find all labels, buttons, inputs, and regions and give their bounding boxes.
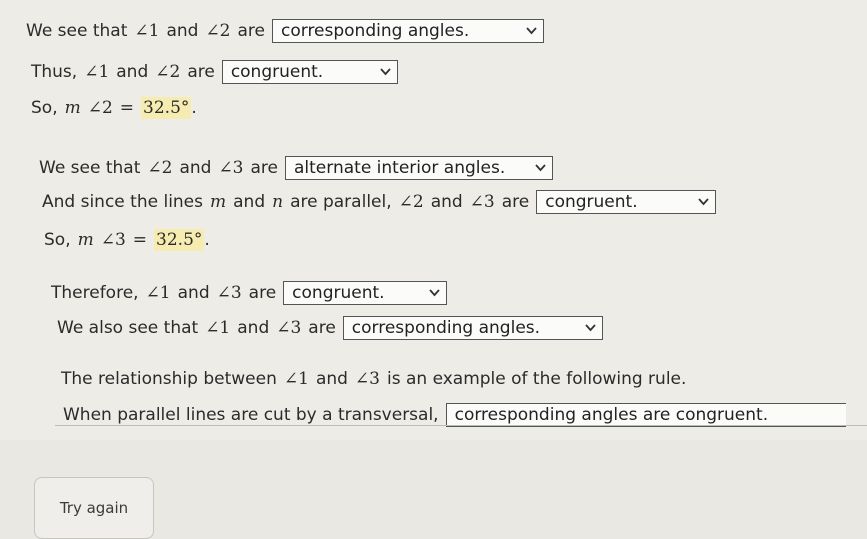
- angle-label: ∠1: [145, 283, 171, 303]
- statement-text: So,: [31, 98, 58, 118]
- are-text: are: [248, 283, 277, 303]
- angle-label: ∠3: [216, 283, 242, 303]
- reason-dropdown-2[interactable]: [222, 60, 398, 84]
- period: .: [204, 230, 210, 250]
- statement-text: When parallel lines are cut by a transversal,: [63, 405, 439, 425]
- statement-10: [63, 403, 846, 427]
- equation-1: [31, 97, 197, 119]
- angle-label: ∠2: [147, 158, 173, 178]
- and-text: and: [430, 192, 463, 212]
- statement-text: is an example of the following rule.: [386, 369, 687, 389]
- dropdown-value: congruent.: [292, 283, 385, 303]
- dropdown-value: alternate interior angles.: [294, 158, 506, 178]
- and-text: and: [233, 192, 266, 212]
- statement-text: Therefore,: [51, 283, 139, 303]
- angle-label: ∠1: [84, 62, 110, 82]
- chevron-down-icon: [535, 164, 546, 172]
- angle-label: ∠3: [218, 158, 244, 178]
- angle-label: ∠1: [283, 369, 309, 389]
- statement-8: [57, 316, 603, 340]
- statement-9: [61, 369, 686, 389]
- dropdown-value: corresponding angles are congruent.: [454, 405, 769, 425]
- chevron-down-icon: [526, 27, 537, 35]
- angle-label: ∠2: [155, 62, 181, 82]
- statement-5: [42, 190, 716, 214]
- reason-dropdown-5[interactable]: [536, 190, 716, 214]
- and-text: and: [177, 283, 210, 303]
- measure-symbol: m: [77, 230, 94, 250]
- equals-sign: =: [119, 98, 135, 118]
- and-text: and: [237, 318, 270, 338]
- and-text: and: [179, 158, 212, 178]
- are-text: are: [187, 62, 215, 82]
- reason-dropdown-7[interactable]: [283, 281, 447, 305]
- statement-text: So,: [44, 230, 71, 250]
- angle-label: ∠3: [469, 192, 495, 212]
- angle-label: ∠3: [100, 230, 126, 250]
- statement-text: And since the lines: [42, 192, 204, 212]
- chevron-down-icon: [698, 198, 709, 206]
- equals-sign: =: [132, 230, 148, 250]
- measure-symbol: m: [64, 98, 81, 118]
- and-text: and: [166, 21, 199, 41]
- chevron-down-icon: [380, 68, 391, 76]
- are-text: are: [237, 21, 265, 41]
- reason-dropdown-1[interactable]: [272, 19, 544, 43]
- chevron-down-icon: [585, 324, 596, 332]
- angle-label: ∠1: [134, 21, 160, 41]
- angle-label: ∠3: [276, 318, 302, 338]
- angle-label: ∠2: [398, 192, 424, 212]
- dropdown-value: congruent.: [230, 62, 324, 82]
- are-text: are: [308, 318, 336, 338]
- angle-label: ∠2: [87, 98, 113, 118]
- statement-7: [51, 281, 447, 305]
- are-text: are: [250, 158, 278, 178]
- angle-label: ∠1: [205, 318, 231, 338]
- dropdown-value: congruent.: [545, 192, 638, 212]
- reason-dropdown-8[interactable]: [343, 316, 603, 340]
- dropdown-value: corresponding angles.: [351, 318, 541, 338]
- statement-4: [39, 156, 553, 180]
- equation-2: [44, 229, 210, 251]
- chevron-down-icon: [429, 289, 440, 297]
- and-text: and: [116, 62, 149, 82]
- try-again-label: Try again: [59, 499, 129, 517]
- statement-text: Thus,: [31, 62, 78, 82]
- and-text: and: [315, 369, 348, 389]
- reason-dropdown-4[interactable]: [285, 156, 553, 180]
- line-m: m: [210, 192, 227, 212]
- angle-measure-value: 32.5°: [143, 98, 190, 118]
- try-again-button[interactable]: [34, 477, 154, 539]
- angle-label: ∠2: [205, 21, 231, 41]
- divider: [55, 425, 867, 426]
- rule-dropdown[interactable]: [446, 403, 846, 427]
- period: .: [191, 98, 197, 118]
- statement-text: The relationship between: [61, 369, 277, 389]
- are-text: are: [501, 192, 530, 212]
- statement-text: We see that: [39, 158, 141, 178]
- statement-text: We also see that: [57, 318, 199, 338]
- dropdown-value: corresponding angles.: [281, 21, 470, 41]
- statement-text: are parallel,: [290, 192, 392, 212]
- angle-measure-value: 32.5°: [156, 230, 203, 250]
- statement-1: [26, 19, 544, 43]
- angle-label: ∠3: [354, 369, 380, 389]
- statement-text: We see that: [26, 21, 128, 41]
- line-n: n: [272, 192, 284, 212]
- statement-2: [31, 60, 398, 84]
